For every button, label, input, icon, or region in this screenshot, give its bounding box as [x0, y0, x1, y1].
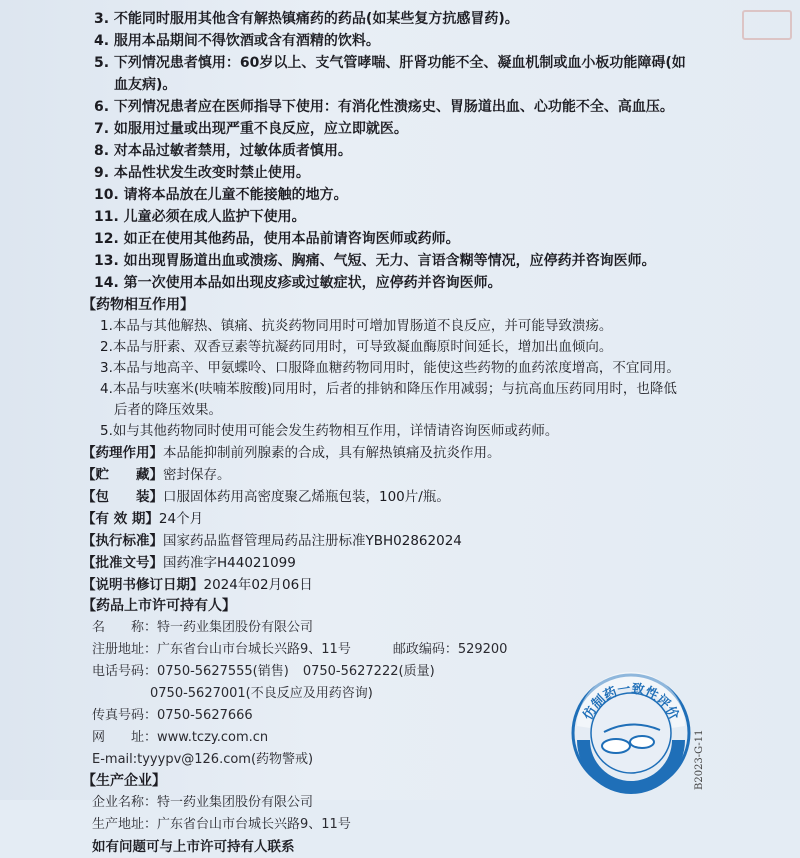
- warning-item: 9. 本品性状发生改变时禁止使用。: [94, 165, 310, 181]
- warning-item: 4. 服用本品期间不得饮酒或含有酒精的饮料。: [94, 33, 380, 49]
- warning-item: 3. 不能同时服用其他含有解热镇痛药的药品(如某些复方抗感冒药)。: [94, 11, 519, 27]
- revision-label: 【说明书修订日期】: [82, 577, 204, 593]
- holder-address: 注册地址：广东省台山市台城长兴路9、11号: [92, 642, 351, 657]
- warning-item-continued: 血友病)。: [114, 77, 177, 93]
- interaction-item: 2.本品与肝素、双香豆素等抗凝药同用时，可导致凝血酶原时间延长，增加出血倾向。: [100, 339, 613, 355]
- storage-row: [82, 464, 782, 486]
- pharmacology-label: 【药理作用】: [82, 445, 163, 461]
- document-code: B2023-G-11: [694, 729, 705, 790]
- package-row: [82, 486, 782, 508]
- holder-email: E-mail:tyyypv@126.com(药物警戒): [92, 752, 314, 767]
- warning-item: 8. 对本品过敏者禁用，过敏体质者慎用。: [94, 143, 352, 159]
- holder-phone-adr: 0750-5627001(不良反应及用药咨询): [150, 686, 373, 701]
- validity-value: 24个月: [158, 511, 204, 527]
- holder-heading: 【药品上市许可持有人】: [82, 598, 236, 614]
- holder-fax: 传真号码：0750-5627666: [92, 708, 253, 723]
- storage-value: 密封保存。: [163, 467, 231, 483]
- warning-item: 11. 儿童必须在成人监护下使用。: [94, 209, 306, 225]
- warning-item: 6. 下列情况患者应在医师指导下使用：有消化性溃疡史、胃肠道出血、心功能不全、高血压。: [94, 99, 674, 115]
- pharmacology-value: 本品能抑制前列腺素的合成，具有解热镇痛及抗炎作用。: [163, 445, 501, 461]
- interaction-item: 5.如与其他药物同时使用可能会发生药物相互作用，详情请咨询医师或药师。: [100, 423, 559, 439]
- holder-phone-quality: 0750-5627222(质量): [302, 664, 435, 679]
- interaction-item: 4.本品与呋塞米(呋喃苯胺酸)同用时，后者的排钠和降压作用减弱；与抗高血压药同用时，也降低: [100, 381, 677, 397]
- manufacturer-heading: 【生产企业】: [82, 773, 166, 789]
- holder-name: 名 称：特一药业集团股份有限公司: [92, 620, 314, 635]
- storage-label: 【贮 藏】: [82, 467, 163, 483]
- approval-label: 【批准文号】: [82, 555, 163, 571]
- warning-item: 5. 下列情况患者慎用：60岁以上、支气管哮喘、肝肾功能不全、凝血机制或血小板功能障碍(如: [94, 55, 686, 71]
- package-label: 【包 装】: [82, 489, 163, 505]
- interactions-heading: 【药物相互作用】: [82, 297, 194, 313]
- warnings-list: [82, 8, 782, 294]
- holder-address-row: [82, 639, 782, 661]
- consistency-evaluation-badge-icon: [568, 670, 694, 796]
- package-value: 口服固体药用高密度聚乙烯瓶包装，100片/瓶。: [163, 489, 450, 505]
- interaction-item: 1.本品与其他解热、镇痛、抗炎药物同用时可增加胃肠道不良反应，并可能导致溃疡。: [100, 318, 613, 334]
- holder-postcode: 邮政编码：529200: [392, 642, 508, 657]
- holder-phone-sales: 电话号码：0750-5627555(销售): [92, 664, 289, 679]
- validity-row: [82, 508, 782, 530]
- interaction-item-continued: 后者的降压效果。: [114, 402, 222, 418]
- contact-note: 如有问题可与上市许可持有人联系: [92, 839, 295, 855]
- manufacturer-name: 企业名称：特一药业集团股份有限公司: [92, 795, 314, 810]
- interaction-item: 3.本品与地高辛、甲氨蝶呤、口服降血糖药物同用时，能使这些药物的血药浓度增高，不宜同用。: [100, 360, 680, 376]
- warning-item: 7. 如服用过量或出现严重不良反应，应立即就医。: [94, 121, 408, 137]
- holder-website: 网 址：www.tczy.com.cn: [92, 730, 269, 745]
- standard-label: 【执行标准】: [82, 533, 163, 549]
- warning-item: 14. 第一次使用本品如出现皮疹或过敏症状，应停药并咨询医师。: [94, 275, 502, 291]
- revision-value: 2024年02月06日: [203, 577, 313, 593]
- warning-item: 12. 如正在使用其他药品，使用本品前请咨询医师或药师。: [94, 231, 460, 247]
- pharmacology-row: [82, 442, 782, 464]
- badge-text: 仿制药一致性评价: [580, 681, 682, 723]
- warning-item: 10. 请将本品放在儿童不能接触的地方。: [94, 187, 348, 203]
- revision-row: [82, 574, 782, 596]
- approval-row: [82, 552, 782, 574]
- warning-item: 13. 如出现胃肠道出血或溃疡、胸痛、气短、无力、言语含糊等情况，应停药并咨询医师。: [94, 253, 656, 269]
- validity-label: 【有 效 期】: [82, 511, 159, 527]
- approval-value: 国药准字H44021099: [163, 555, 296, 571]
- standard-value: 国家药品监督管理局药品注册标准YBH02862024: [163, 533, 462, 549]
- standard-row: [82, 530, 782, 552]
- manufacturer-address: 生产地址：广东省台山市台城长兴路9、11号: [92, 817, 351, 832]
